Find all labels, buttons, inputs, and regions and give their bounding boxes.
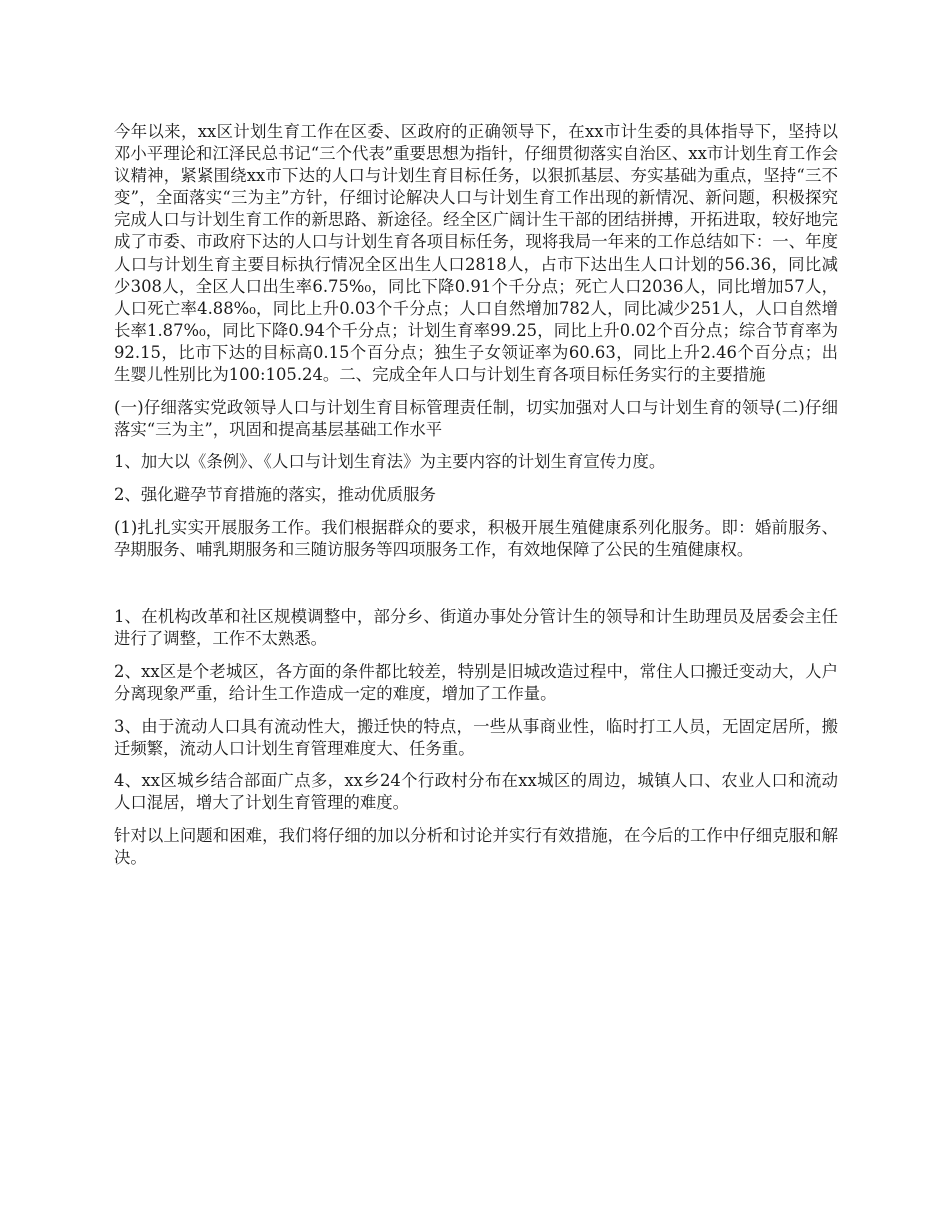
paragraph-summary-intro: 今年以来，xx区计划生育工作在区委、区政府的正确领导下，在xx市计生委的具体指导下，坚持以邓小平理论和江泽民总书记“三个代表”重要思想为指针，仔细贯彻落实自治区、xx市计划生育工作会议精神，紧紧围绕xx市下达的人口与计划生育目标任务，以狠抓基层、夯实基础为重点，坚持“三不变”，全面落实“三为主”方针，仔细讨论解决人口与计划生育工作出现的新情况、新问题，积极探究完成人口与计划生育工作的新思路、新途径。经全区广阔计生干部的团结拼搏，开拓进取，较好地完成了市委、市政府下达的人口与计划生育各项目标任务，现将我局一年来的工作总结如下：一、年度人口与计划生育主要目标执行情况全区出生人口2818人，占市下达出生人口计划的56.36，同比减少308人，全区人口出生率6.75%₀，同比下降0.91个千分点；死亡人口2036人，同比增加57人，人口死亡率4.88%₀，同比上升0.03个千分点；人口自然增加782人，同比减少251人，人口自然增长率1.87%₀，同比下降0.94个千分点；计划生育率99.25，同比上升0.02个百分点；综合节育率为92.15，比市下达的目标高0.15个百分点；独生子女领证率为60.63，同比上升2.46个百分点；出生婴儿性别比为100:105.24。二、完成全年人口与计划生育各项目标任务实行的主要措施 [114, 122, 838, 385]
paragraph-measures-heading: (一)仔细落实党政领导人口与计划生育目标管理责任制，切实加强对人口与计划生育的领导(二)仔细落实“三为主”，巩固和提高基层基础工作水平 [114, 397, 838, 439]
paragraph-problem-4: 4、xx区城乡结合部面广点多，xx乡24个行政村分布在xx城区的周边，城镇人口、农业人口和流动人口混居，增大了计划生育管理的难度。 [114, 771, 838, 813]
paragraph-problem-3: 3、由于流动人口具有流动性大，搬迁快的特点，一些从事商业性，临时打工人员，无固定居所，搬迁频繁，流动人口计划生育管理难度大、任务重。 [114, 716, 838, 758]
section-gap [114, 571, 838, 606]
paragraph-measure-2-item-1: (1)扎扎实实开展服务工作。我们根据群众的要求，积极开展生殖健康系列化服务。即：婚前服务、孕期服务、哺乳期服务和三随访服务等四项服务工作，有效地保障了公民的生殖健康权。 [114, 517, 838, 559]
document-page [114, 121, 838, 880]
paragraph-conclusion: 针对以上问题和困难，我们将仔细的加以分析和讨论并实行有效措施，在今后的工作中仔细克服和解决。 [114, 825, 838, 868]
paragraph-problem-1: 1、在机构改革和社区规模调整中，部分乡、街道办事处分管计生的领导和计生助理员及居委会主任进行了调整，工作不太熟悉。 [114, 607, 838, 649]
paragraph-problem-2: 2、xx区是个老城区，各方面的条件都比较差，特别是旧城改造过程中，常住人口搬迁变动大，人户分离现象严重，给计生工作造成一定的难度，增加了工作量。 [114, 661, 838, 703]
paragraph-measure-1: 1、加大以《条例》、《人口与计划生育法》为主要内容的计划生育宣传力度。 [114, 452, 666, 472]
paragraph-measure-2: 2、强化避孕节育措施的落实，推动优质服务 [114, 484, 436, 504]
